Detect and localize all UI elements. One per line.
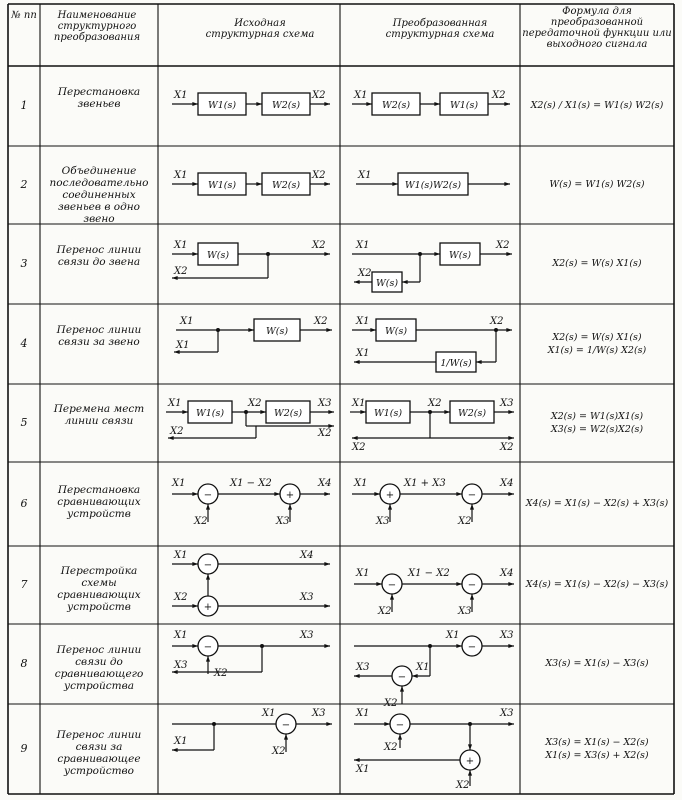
arrowhead bbox=[192, 604, 198, 608]
signal-label: X2 bbox=[272, 746, 286, 757]
arrowhead bbox=[374, 492, 380, 496]
summing-sign: − bbox=[203, 490, 213, 501]
signal-label: X2 bbox=[318, 428, 332, 439]
arrowhead bbox=[456, 492, 462, 496]
signal-label: X2 bbox=[500, 442, 514, 453]
arrowhead bbox=[506, 252, 512, 256]
header-trans: Преобразованная структурная схема bbox=[385, 18, 495, 40]
summing-sign: − bbox=[395, 720, 405, 731]
arrowhead bbox=[506, 328, 512, 332]
arrowhead bbox=[324, 644, 330, 648]
summing-sign: − bbox=[203, 560, 213, 571]
arrowhead bbox=[248, 328, 254, 332]
row-number: 7 bbox=[20, 578, 28, 591]
arrowhead bbox=[470, 504, 474, 510]
formula-line-1: X4(s) = X1(s) − X2(s) − X3(s) bbox=[525, 579, 669, 590]
arrowhead bbox=[402, 280, 408, 284]
arrowhead bbox=[354, 360, 360, 364]
arrowhead bbox=[476, 360, 482, 364]
arrowhead bbox=[384, 722, 390, 726]
row-number: 9 bbox=[20, 742, 28, 755]
arrowhead bbox=[288, 504, 292, 510]
summing-sign: + bbox=[203, 602, 213, 613]
signal-label: X1 bbox=[174, 170, 188, 181]
signal-label: X2 bbox=[492, 90, 506, 101]
summing-sign: − bbox=[387, 580, 397, 591]
arrowhead bbox=[192, 252, 198, 256]
signal-label: X1 bbox=[262, 708, 276, 719]
signal-label: X3 bbox=[276, 516, 290, 527]
signal-label: X1 bbox=[174, 630, 188, 641]
formula-line-1: X2(s) = W(s) X1(s) bbox=[552, 258, 642, 269]
signal-label: X2 bbox=[174, 592, 188, 603]
summing-sign: − bbox=[397, 672, 407, 683]
signal-label: X4 bbox=[318, 478, 332, 489]
arrowhead bbox=[324, 492, 330, 496]
arrowhead bbox=[324, 102, 330, 106]
row-formula bbox=[522, 578, 672, 591]
arrowhead bbox=[468, 770, 472, 776]
signal-label: X2 bbox=[312, 240, 326, 251]
arrowhead bbox=[206, 574, 210, 580]
formula-line-2: X3(s) = W2(s)X2(s) bbox=[550, 424, 644, 435]
summing-sign: − bbox=[467, 490, 477, 501]
signal-label: X4 bbox=[300, 550, 314, 561]
transfer-block-label: W(s) bbox=[448, 250, 472, 261]
signal-label: X2 bbox=[358, 268, 372, 279]
row-transformation-name: Объединение последовательно соединенных звеньев в одно звено bbox=[49, 165, 149, 225]
signal-label: X2 bbox=[384, 742, 398, 753]
row-formula bbox=[522, 257, 672, 270]
signal-label: X1 bbox=[174, 736, 188, 747]
signal-label: X4 bbox=[500, 568, 514, 579]
arrowhead bbox=[392, 182, 398, 186]
header-num: № пп bbox=[11, 10, 37, 21]
transfer-block-label: W2(s) bbox=[271, 180, 301, 191]
arrowhead bbox=[508, 722, 514, 726]
arrowhead bbox=[192, 102, 198, 106]
signal-label: X2 bbox=[174, 266, 188, 277]
signal-label: X3 bbox=[300, 630, 314, 641]
signal-label: X2 bbox=[170, 426, 184, 437]
signal-label: X3 bbox=[376, 516, 390, 527]
arrowhead bbox=[192, 492, 198, 496]
transfer-block-label: W(s) bbox=[375, 278, 399, 289]
transfer-block-label: W1(s) bbox=[207, 100, 237, 111]
signal-label: X1 bbox=[174, 90, 188, 101]
row-formula bbox=[522, 736, 672, 762]
transfer-block-label: W1(s) bbox=[195, 408, 225, 419]
header-formula: Формула для преобразованной передаточной функции или выходного сигнала bbox=[522, 6, 672, 50]
transfer-block-label: W1(s) bbox=[207, 180, 237, 191]
arrowhead bbox=[508, 492, 514, 496]
arrowhead bbox=[390, 594, 394, 600]
arrowhead bbox=[260, 410, 266, 414]
signal-label: X2 bbox=[314, 316, 328, 327]
transfer-block-label: W(s) bbox=[206, 250, 230, 261]
row-number: 5 bbox=[20, 416, 28, 429]
signal-label: X4 bbox=[500, 478, 514, 489]
row-transformation-name: Перенос линии связи за звено bbox=[56, 324, 142, 348]
arrowhead bbox=[324, 182, 330, 186]
signal-label: X3 bbox=[300, 592, 314, 603]
arrowhead bbox=[352, 436, 358, 440]
signal-label: X3 bbox=[458, 606, 472, 617]
arrowhead bbox=[470, 594, 474, 600]
arrowhead bbox=[192, 182, 198, 186]
arrowhead bbox=[370, 328, 376, 332]
signal-label: X1 + X3 bbox=[404, 478, 446, 489]
arrowhead bbox=[456, 582, 462, 586]
arrowhead bbox=[324, 604, 330, 608]
signal-label: X1 bbox=[356, 240, 370, 251]
row-formula bbox=[522, 497, 672, 510]
row-number: 2 bbox=[20, 178, 28, 191]
arrowhead bbox=[192, 562, 198, 566]
signal-label: X1 bbox=[354, 478, 368, 489]
signal-label: X3 bbox=[500, 630, 514, 641]
signal-label: X1 bbox=[174, 240, 188, 251]
transfer-block-label: 1/W(s) bbox=[440, 358, 472, 369]
signal-label: X1 bbox=[174, 550, 188, 561]
arrowhead bbox=[504, 102, 510, 106]
arrowhead bbox=[256, 182, 262, 186]
arrowhead bbox=[206, 656, 210, 662]
summing-sign: − bbox=[467, 642, 477, 653]
row-transformation-name: Перенос линии связи до звена bbox=[56, 244, 142, 268]
arrowhead bbox=[400, 686, 404, 692]
formula-line-1: X3(s) = X1(s) − X3(s) bbox=[545, 658, 649, 669]
arrowhead bbox=[354, 758, 360, 762]
header-orig: Исходная структурная схема bbox=[205, 18, 315, 40]
arrowhead bbox=[284, 734, 288, 740]
row-formula bbox=[522, 99, 672, 112]
summing-sign: − bbox=[467, 580, 477, 591]
arrowhead bbox=[468, 744, 472, 750]
signal-label: X2 bbox=[490, 316, 504, 327]
arrowhead bbox=[256, 102, 262, 106]
row-formula bbox=[522, 410, 672, 436]
arrowhead bbox=[172, 748, 178, 752]
arrowhead bbox=[326, 328, 332, 332]
signal-label: X2 bbox=[384, 698, 398, 709]
arrowhead bbox=[354, 280, 360, 284]
summing-sign: − bbox=[203, 642, 213, 653]
signal-label: X1 bbox=[172, 478, 186, 489]
signal-label: X1 bbox=[168, 398, 182, 409]
formula-line-1: X2(s) = W1(s)X1(s) bbox=[550, 411, 644, 422]
signal-label: X1 bbox=[416, 662, 430, 673]
arrowhead bbox=[388, 504, 392, 510]
signal-label: X1 bbox=[180, 316, 194, 327]
signal-label: X3 bbox=[318, 398, 332, 409]
signal-label: X2 bbox=[378, 606, 392, 617]
arrowhead bbox=[366, 102, 372, 106]
arrowhead bbox=[360, 410, 366, 414]
row-transformation-name: Перестройка схемы сравнивающих устройств bbox=[57, 565, 141, 613]
signal-label: X2 bbox=[214, 668, 228, 679]
signal-label: X3 bbox=[312, 708, 326, 719]
arrowhead bbox=[434, 102, 440, 106]
transfer-block-label: W(s) bbox=[265, 326, 289, 337]
transfer-block-label: W1(s) bbox=[373, 408, 403, 419]
arrowhead bbox=[504, 182, 510, 186]
arrowhead bbox=[508, 436, 514, 440]
row-transformation-name: Перемена мест линии связи bbox=[53, 403, 145, 427]
signal-label: X2 bbox=[194, 516, 208, 527]
signal-label: X3 bbox=[356, 662, 370, 673]
row-transformation-name: Перестановка звеньев bbox=[57, 86, 141, 110]
arrowhead bbox=[354, 674, 360, 678]
summing-sign: + bbox=[385, 490, 395, 501]
row-number: 8 bbox=[20, 657, 28, 670]
row-formula bbox=[522, 331, 672, 357]
formula-line-1: X2(s) / X1(s) = W1(s) W2(s) bbox=[530, 100, 664, 111]
signal-label: X3 bbox=[500, 398, 514, 409]
arrowhead bbox=[508, 410, 514, 414]
transfer-block-label: W(s) bbox=[384, 326, 408, 337]
transfer-block-label: W2(s) bbox=[381, 100, 411, 111]
row-transformation-name: Перестановка сравнивающих устройств bbox=[57, 484, 141, 520]
row-number: 3 bbox=[20, 257, 28, 270]
summing-sign: − bbox=[281, 720, 291, 731]
transfer-block-label: W1(s) bbox=[449, 100, 479, 111]
arrowhead bbox=[206, 504, 210, 510]
signal-label: X2 bbox=[456, 780, 470, 791]
arrowhead bbox=[412, 674, 418, 678]
signal-label: X1 bbox=[356, 708, 370, 719]
arrowhead bbox=[324, 562, 330, 566]
signal-label: X2 bbox=[352, 442, 366, 453]
signal-label: X2 bbox=[496, 240, 510, 251]
row-formula bbox=[522, 657, 672, 670]
signal-label: X1 bbox=[356, 348, 370, 359]
arrowhead bbox=[444, 410, 450, 414]
arrowhead bbox=[324, 252, 330, 256]
signal-label: X2 bbox=[458, 516, 472, 527]
signal-label: X1 bbox=[358, 170, 372, 181]
arrowhead bbox=[192, 644, 198, 648]
transfer-block-label: W2(s) bbox=[273, 408, 303, 419]
transfer-block-label: W1(s)W2(s) bbox=[404, 180, 462, 191]
arrowhead bbox=[274, 492, 280, 496]
row-transformation-name: Перенос линии связи за сравнивающее устройство bbox=[56, 729, 142, 777]
signal-label: X1 bbox=[176, 340, 190, 351]
signal-label: X2 bbox=[428, 398, 442, 409]
signal-label: X1 bbox=[356, 316, 370, 327]
signal-label: X1 bbox=[356, 568, 370, 579]
formula-line-1: X2(s) = W(s) X1(s) bbox=[552, 332, 642, 343]
signal-label: X3 bbox=[174, 660, 188, 671]
arrowhead bbox=[508, 644, 514, 648]
transfer-block-label: W2(s) bbox=[271, 100, 301, 111]
summing-sign: + bbox=[285, 490, 295, 501]
signal-label: X1 bbox=[354, 90, 368, 101]
arrowhead bbox=[326, 722, 332, 726]
row-transformation-name: Перенос линии связи до сравнивающего устройства bbox=[54, 644, 144, 692]
row-number: 1 bbox=[20, 99, 28, 112]
signal-label: X3 bbox=[500, 708, 514, 719]
arrowhead bbox=[456, 644, 462, 648]
summing-sign: + bbox=[465, 756, 475, 767]
signal-label: X1 bbox=[356, 764, 370, 775]
arrowhead bbox=[398, 734, 402, 740]
arrowhead bbox=[182, 410, 188, 414]
formula-line-1: W(s) = W1(s) W2(s) bbox=[549, 179, 645, 190]
signal-label: X1 − X2 bbox=[230, 478, 272, 489]
signal-label: X2 bbox=[312, 90, 326, 101]
arrowhead bbox=[328, 410, 334, 414]
formula-line-2: X1(s) = X3(s) + X2(s) bbox=[545, 750, 649, 761]
signal-label: X2 bbox=[248, 398, 262, 409]
formula-line-1: X4(s) = X1(s) − X2(s) + X3(s) bbox=[525, 498, 669, 509]
transfer-block-label: W2(s) bbox=[457, 408, 487, 419]
signal-label: X1 − X2 bbox=[408, 568, 450, 579]
formula-line-1: X3(s) = X1(s) − X2(s) bbox=[545, 737, 649, 748]
header-name: Наименование структурного преобразования bbox=[53, 10, 141, 43]
row-number: 6 bbox=[20, 497, 28, 510]
arrowhead bbox=[434, 252, 440, 256]
signal-label: X1 bbox=[352, 398, 366, 409]
signal-label: X1 bbox=[446, 630, 460, 641]
signal-label: X2 bbox=[312, 170, 326, 181]
formula-line-2: X1(s) = 1/W(s) X2(s) bbox=[547, 345, 647, 356]
row-formula bbox=[522, 178, 672, 191]
arrowhead bbox=[376, 582, 382, 586]
row-number: 4 bbox=[20, 337, 28, 350]
arrowhead bbox=[508, 582, 514, 586]
